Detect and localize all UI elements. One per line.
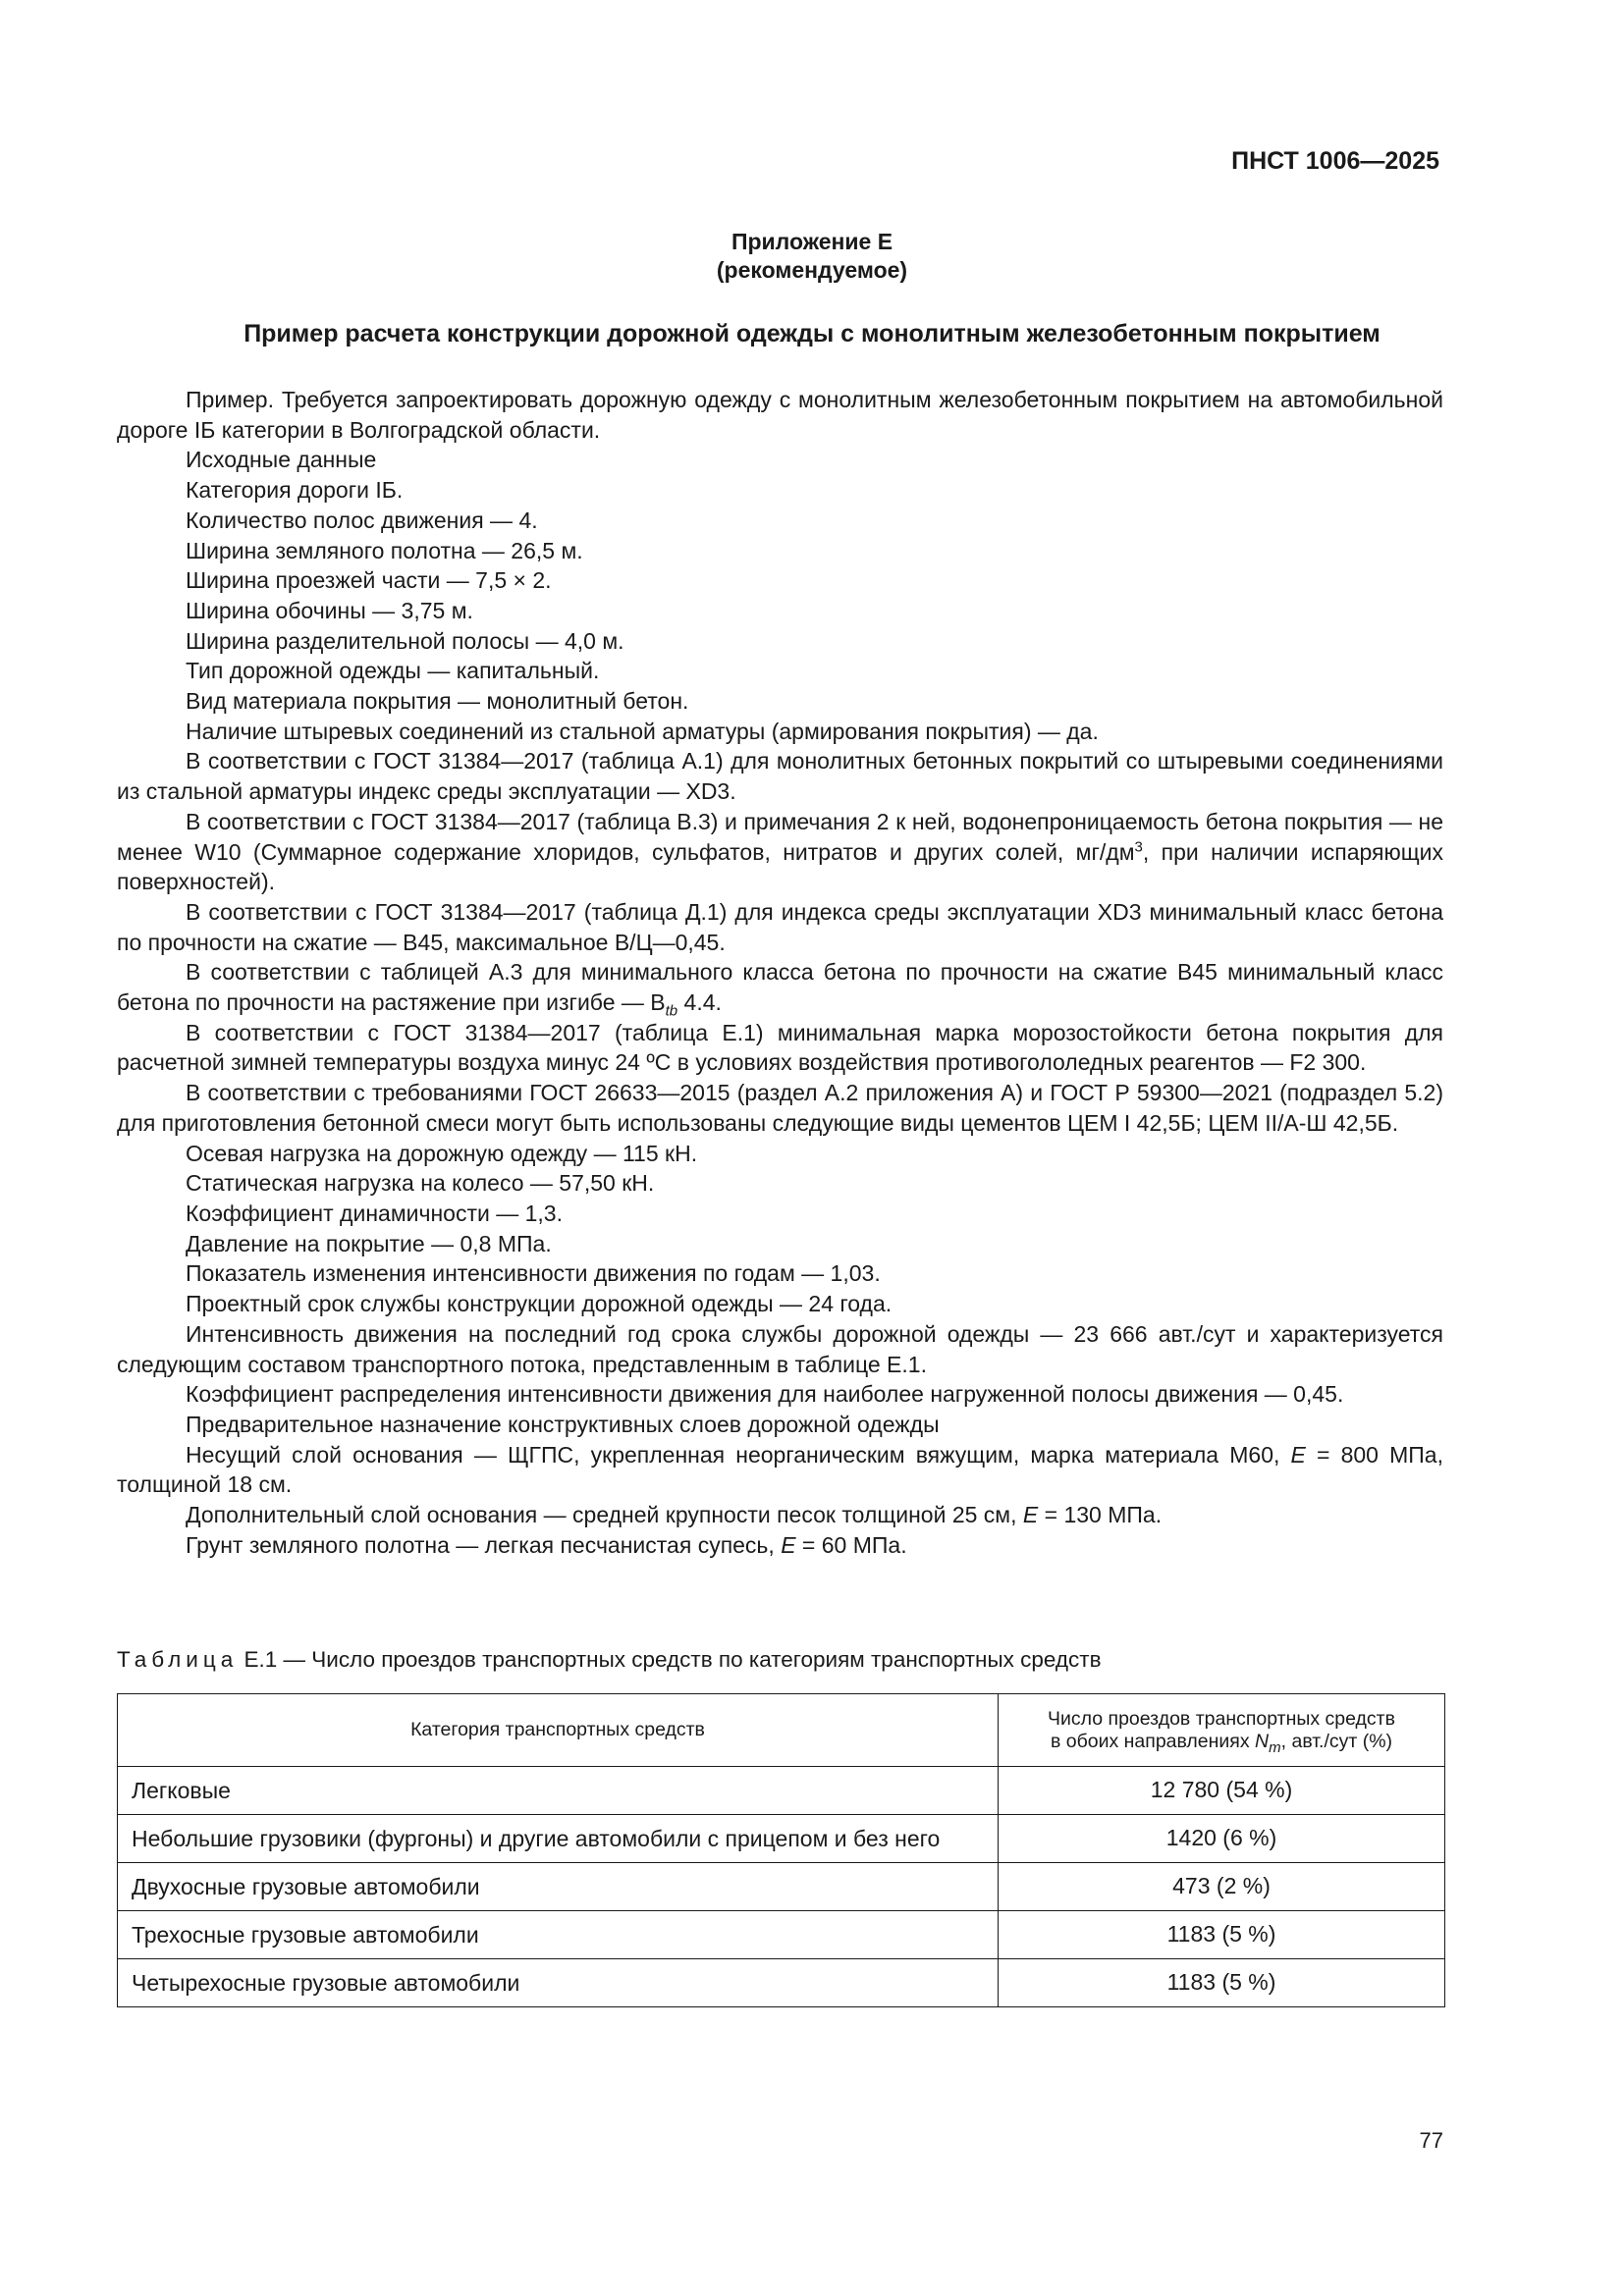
paragraph [117, 1500, 1443, 1530]
paragraph: Вид материала покрытия — монолитный бетон. [186, 688, 689, 715]
text-run: В соответствии с ГОСТ 31384—2017 (таблица В.3) и примечания 2 к ней, водонепроницаемость бетона покрытия — не менее W10 (Суммарное содержание хлоридов, сульфатов, нитратов и других солей, мг/дм [117, 808, 1443, 865]
text-run: Дополнительный слой основания — средней крупности песок толщиной 25 см, [186, 1502, 1023, 1528]
variable-e: E [1290, 1441, 1306, 1468]
paragraph: Проектный срок службы конструкции дорожной одежды — 24 года. [186, 1291, 893, 1317]
table-caption-label: Таблица [117, 1647, 239, 1672]
paragraph: Ширина разделительной полосы — 4,0 м. [186, 627, 624, 654]
paragraph: В соответствии с ГОСТ 31384—2017 (таблица Д.1) для индекса среды эксплуатации XD3 минимальный класс бетона по прочности на сжатие — В45, максимальное В/Ц—0,45. [117, 898, 1443, 955]
paragraph: Интенсивность движения на последний год срока службы дорожной одежды — 23 666 авт./сут и характеризуется следующим составом транспортного потока, представленным в таблице Е.1. [117, 1320, 1443, 1377]
paragraph: Статическая нагрузка на колесо — 57,50 кН. [186, 1170, 655, 1197]
variable-e: E [1022, 1502, 1039, 1528]
paragraph: Коэффициент распределения интенсивности движения для наиболее нагруженной полосы движения — 0,45. [186, 1381, 1344, 1408]
vehicle-table [117, 1693, 1445, 2007]
paragraph: Коэффициент динамичности — 1,3. [186, 1200, 563, 1226]
table-row [118, 1815, 1445, 1863]
paragraph: Осевая нагрузка на дорожную одежду — 115 кН. [186, 1140, 698, 1166]
table-row [118, 1911, 1445, 1959]
paragraph: В соответствии с ГОСТ 31384—2017 (таблица А.1) для монолитных бетонных покрытий со штыревыми соединениями из стальной арматуры индекс среды эксплуатации — XD3. [117, 748, 1443, 805]
text-run: = 130 МПа. [1038, 1502, 1163, 1528]
paragraph [117, 1530, 1443, 1561]
text-run: = 60 МПа. [795, 1531, 907, 1558]
paragraph: Исходные данные [186, 447, 377, 473]
table-caption-text: Е.1 — Число проездов транспортных средств по категориям транспортных средств [238, 1647, 1102, 1672]
cell-category: Трехосные грузовые автомобили [118, 1911, 999, 1959]
text-run: , при наличии испаряющих поверхностей). [117, 838, 1444, 895]
appendix-label: Приложение Е [731, 229, 893, 254]
paragraph: Предварительное назначение конструктивных слоев дорожной одежды [186, 1411, 940, 1437]
cell-category: Легковые [118, 1767, 999, 1815]
cell-value: 473 (2 %) [999, 1863, 1445, 1911]
cell-category: Двухосные грузовые автомобили [118, 1863, 999, 1911]
table-row [118, 1959, 1445, 2007]
table-row [118, 1863, 1445, 1911]
paragraph: Категория дороги IБ. [186, 477, 404, 504]
table-header-row [118, 1694, 1445, 1767]
cell-value: 1183 (5 %) [999, 1959, 1445, 2007]
text-run: Грунт земляного полотна — легкая песчанистая супесь, [186, 1531, 782, 1558]
subscript: tb [665, 1002, 678, 1020]
variable-e: E [781, 1531, 796, 1558]
paragraph: Давление на покрытие — 0,8 МПа. [186, 1230, 552, 1256]
paragraph: Ширина обочины — 3,75 м. [186, 597, 473, 623]
paragraph: Показатель изменения интенсивности движения по годам — 1,03. [186, 1260, 881, 1287]
col-header-count [999, 1694, 1445, 1767]
col-header-category: Категория транспортных средств [118, 1694, 999, 1767]
paragraph [117, 1440, 1443, 1500]
text-run: В соответствии с таблицей А.3 для минимального класса бетона по прочности на сжатие В45 минимальный класс бетона по прочности на растяжение при изгибе — В [117, 959, 1443, 1016]
col-header-count-line1: Число проездов транспортных средств [1048, 1707, 1395, 1730]
appendix-title: Пример расчета конструкции дорожной одежды с монолитным железобетонным покрытием [244, 320, 1380, 347]
paragraph: В соответствии с требованиями ГОСТ 26633—2015 (раздел А.2 приложения А) и ГОСТ Р 59300—2021 (подраздел 5.2) для приготовления бетонной смеси могут быть использованы следующие виды цементов ЦЕМ I 42,5Б; ЦЕМ II/А-Ш 42,5Б. [117, 1080, 1443, 1136]
paragraph [117, 807, 1443, 897]
paragraph: Ширина проезжей части — 7,5 × 2. [186, 567, 552, 594]
cell-category: Четырехосные грузовые автомобили [118, 1959, 999, 2007]
cell-value: 1183 (5 %) [999, 1911, 1445, 1959]
paragraph: Тип дорожной одежды — капитальный. [186, 658, 600, 684]
cell-category: Небольшие грузовики (фургоны) и другие автомобили с прицепом и без него [118, 1815, 999, 1863]
table-caption [117, 1647, 1102, 1673]
appendix-status: (рекомендуемое) [716, 257, 908, 283]
paragraph [117, 957, 1443, 1020]
page-number: 77 [1419, 2128, 1443, 2153]
paragraph: Количество полос движения — 4. [186, 507, 538, 533]
paragraph: В соответствии с ГОСТ 31384—2017 (таблица Е.1) минимальная марка морозостойкости бетона покрытия для расчетной зимней температуры воздуха минус 24 ºС в условиях воздействия противогололедных реагентов — F2 300. [117, 1019, 1443, 1076]
text-run: в обоих направлениях [1050, 1730, 1256, 1752]
text-run: 4.4. [677, 989, 722, 1016]
paragraph: Ширина земляного полотна — 26,5 м. [186, 537, 583, 563]
standard-code: ПНСТ 1006—2025 [1231, 147, 1439, 175]
text-run: , авт./сут (%) [1280, 1730, 1393, 1752]
body-text [117, 385, 1443, 1560]
symbol-n: N [1255, 1730, 1270, 1752]
paragraph: Наличие штыревых соединений из стальной арматуры (армирования покрытия) — да. [186, 718, 1099, 744]
text-run: = 800 МПа, толщиной 18 см. [117, 1441, 1443, 1498]
text-run: Несущий слой основания — ЩГПС, укрепленная неорганическим вяжущим, марка материала М60, [186, 1441, 1291, 1468]
appendix-heading [0, 228, 1624, 285]
subscript: m [1269, 1738, 1281, 1756]
superscript: 3 [1134, 837, 1143, 855]
cell-value: 1420 (6 %) [999, 1815, 1445, 1863]
cell-value: 12 780 (54 %) [999, 1767, 1445, 1815]
table-row [118, 1767, 1445, 1815]
paragraph: Пример. Требуется запроектировать дорожную одежду с монолитным железобетонным покрытием на автомобильной дороге IБ категории в Волгоградской области. [117, 387, 1443, 443]
